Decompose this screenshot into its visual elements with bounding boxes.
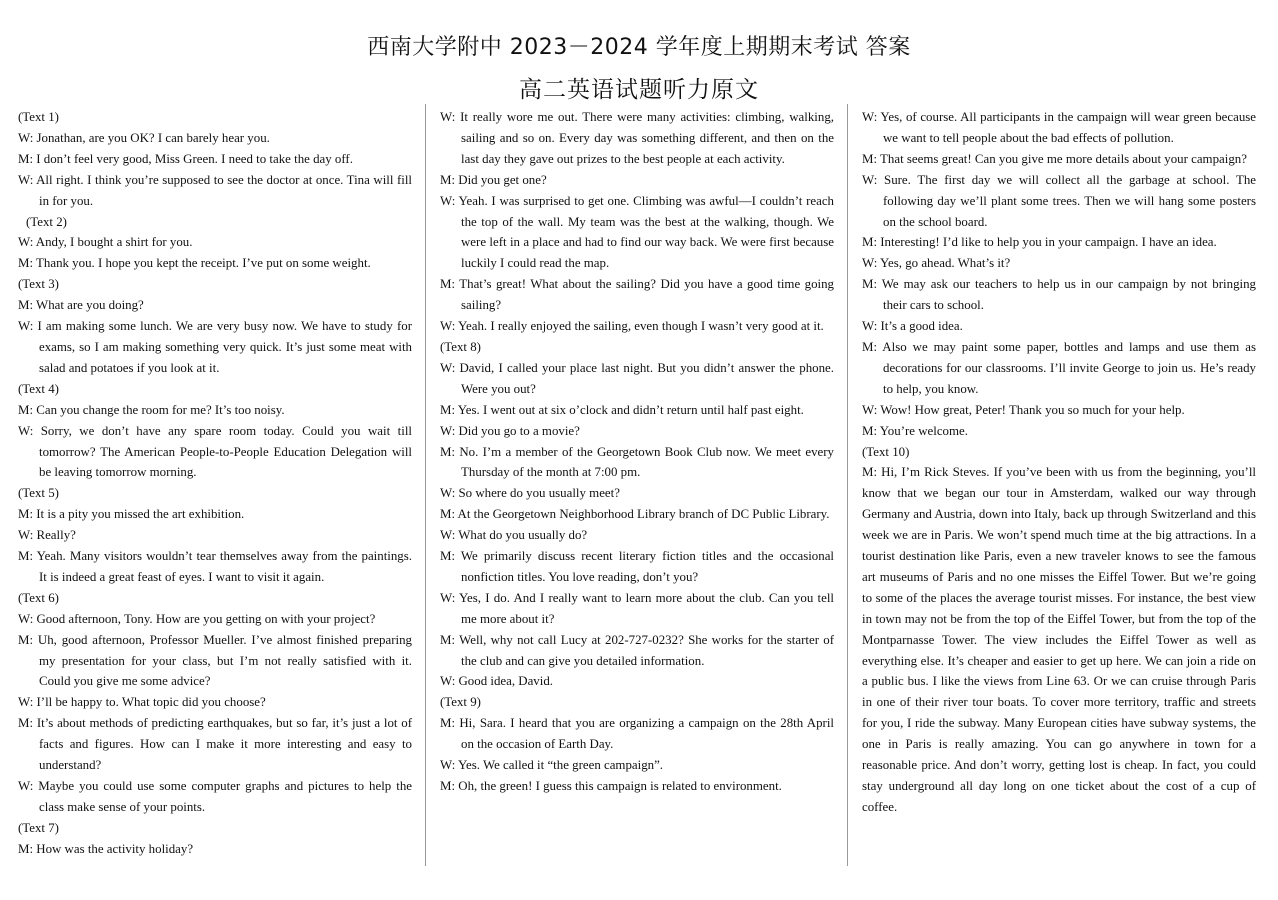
dialogue-line: W: It’s a good idea. xyxy=(862,319,963,334)
dialogue-line: M: That’s great! What about the sailing? Did you have a good time going sailing? xyxy=(440,277,834,313)
dialogue-line: W: Maybe you could use some computer graphs and pictures to help the class make sense of your points. xyxy=(18,779,412,814)
text-section-heading: (Text 9) xyxy=(440,695,481,710)
dialogue-line: W: Sure. The first day we will collect all the garbage at school. The following day we’ll plant some trees. Then we will hang some posters on the school board. xyxy=(862,172,1256,229)
dialogue-line: W: Yes, I do. And I really want to learn more about the club. Can you tell me more about it? xyxy=(440,590,834,626)
dialogue-line: W: So where do you usually meet? xyxy=(440,486,620,501)
text-section-heading: (Text 3) xyxy=(18,277,59,292)
column-divider xyxy=(847,104,848,866)
dialogue-line: M: Hi, Sara. I heard that you are organizing a campaign on the 28th April on the occasion of Earth Day. xyxy=(440,716,834,752)
dialogue-line: W: Sorry, we don’t have any spare room today. Could you wait till tomorrow? The American People-to-People Education Delegation will be leaving tomorrow morning. xyxy=(18,423,412,480)
dialogue-line: M: It is a pity you missed the art exhibition. xyxy=(18,507,245,522)
text-section-heading: (Text 8) xyxy=(440,339,481,354)
text-section-heading: (Text 2) xyxy=(26,214,67,229)
dialogue-line: M: Well, why not call Lucy at 202-727-0232? She works for the starter of the club and can give you detailed information. xyxy=(440,632,834,668)
dialogue-line: W: Jonathan, are you OK? I can barely hear you. xyxy=(18,130,270,145)
dialogue-line: M: Yeah. Many visitors wouldn’t tear themselves away from the paintings. It is indeed a great feast of eyes. I want to visit it again. xyxy=(18,549,412,584)
text-section-heading: (Text 6) xyxy=(18,590,59,605)
dialogue-line: M: It’s about methods of predicting earthquakes, but so far, it’s just a lot of facts and figures. How can I make it more interesting and easy to understand? xyxy=(18,716,412,773)
dialogue-line: M: Did you get one? xyxy=(440,172,547,187)
dialogue-line: W: What do you usually do? xyxy=(440,528,588,543)
dialogue-line: M: That seems great! Can you give me more details about your campaign? xyxy=(862,151,1247,166)
dialogue-line: M: Hi, I’m Rick Steves. If you’ve been with us from the beginning, you’ll know that we began our tour in Amsterdam, walked our way through Germany and Austria, down into Italy, back up through Switzerland and this week we are in Paris. We won’t spend much time at the big attractions. In a tourist destination like Paris, even a new traveler knows to see the famous art museums of Paris and no one misses the Eiffel Tower. But we’re going to some of the places the average tourist misses. For instance, the best view in town may not be from the top of the Eiffel Tower, but from the top of the Montparnasse Tower. The view includes the Eiffel Tower as well as everything else. It’s cheaper and easier to get up here. We can join a ride on a public bus. I like the views from Line 63. Or we can cruise through Paris in one of their river tour boats. To cover more territory, traffic and streets for you, I ride the subway. Many European cities have subway systems, the one in Paris is really amazing. You can go anywhere in town for a reasonable price. And don’t worry, getting lost is cheap. In fact, you could stay underground all day long on one ticket about the cost of a cup of coffee. xyxy=(862,465,1256,814)
text-section-heading: (Text 4) xyxy=(18,381,59,396)
dialogue-line: M: Also we may paint some paper, bottles and lamps and use them as decorations for our classrooms. I’ll invite George to join us. He’s ready to help, you know. xyxy=(862,339,1256,396)
text-section-heading: (Text 7) xyxy=(18,820,59,835)
text-section-heading: (Text 5) xyxy=(18,486,59,501)
dialogue-line: W: Yeah. I was surprised to get one. Climbing was awful—I couldn’t reach the top of the wall. My team was the best at the walking, though. We were left in a place and had to find our way back. We were first because luckily I could read the map. xyxy=(440,193,834,271)
dialogue-line: W: Really? xyxy=(18,528,76,543)
text-section-heading: (Text 10) xyxy=(862,444,910,459)
transcript-column-2 xyxy=(440,107,834,797)
dialogue-line: W: Good afternoon, Tony. How are you getting on with your project? xyxy=(18,611,376,626)
dialogue-line: W: It really wore me out. There were many activities: climbing, walking, sailing and so on. Every day was something different, and then on the last day they gave out prizes to the best people at each activity. xyxy=(440,110,834,166)
transcript-column-3 xyxy=(862,107,1256,818)
dialogue-line: W: All right. I think you’re supposed to see the doctor at once. Tina will fill in for you. xyxy=(18,172,412,208)
dialogue-line: W: I’ll be happy to. What topic did you choose? xyxy=(18,695,266,710)
column-divider xyxy=(425,104,426,866)
page-subtitle: 高二英语试题听力原文 xyxy=(519,77,759,103)
text-section-heading: (Text 1) xyxy=(18,110,59,124)
dialogue-line: W: I am making some lunch. We are very busy now. We have to study for exams, so I am making something very quick. It’s just some meat with salad and potatoes if you look at it. xyxy=(18,319,412,375)
dialogue-line: W: Did you go to a movie? xyxy=(440,423,580,438)
dialogue-line: W: Good idea, David. xyxy=(440,674,554,689)
dialogue-line: M: Interesting! I’d like to help you in your campaign. I have an idea. xyxy=(862,235,1217,250)
dialogue-line: M: We primarily discuss recent literary fiction titles and the occasional nonfiction titles. You love reading, don’t you? xyxy=(440,549,834,584)
dialogue-line: W: Wow! How great, Peter! Thank you so much for your help. xyxy=(862,402,1185,417)
dialogue-line: M: Oh, the green! I guess this campaign is related to environment. xyxy=(440,779,782,793)
page-title: 西南大学附中 2023－2024 学年度上期期末考试 答案 xyxy=(367,35,911,60)
dialogue-line: M: I don’t feel very good, Miss Green. I need to take the day off. xyxy=(18,151,353,166)
dialogue-line: W: Yes. We called it “the green campaign”. xyxy=(440,758,664,773)
dialogue-line: M: Can you change the room for me? It’s too noisy. xyxy=(18,402,285,417)
dialogue-line: W: Yeah. I really enjoyed the sailing, even though I wasn’t very good at it. xyxy=(440,319,824,334)
dialogue-line: M: Thank you. I hope you kept the receipt. I’ve put on some weight. xyxy=(18,256,371,271)
dialogue-line: M: Uh, good afternoon, Professor Mueller. I’ve almost finished preparing my presentation for your class, but I’m not really satisfied with it. Could you give me some advice? xyxy=(18,632,412,689)
dialogue-line: M: Yes. I went out at six o’clock and didn’t return until half past eight. xyxy=(440,402,804,417)
dialogue-line: W: Yes, of course. All participants in the campaign will wear green because we want to tell people about the bad effects of pollution. xyxy=(862,110,1256,145)
dialogue-line: M: How was the activity holiday? xyxy=(18,841,194,856)
dialogue-line: M: What are you doing? xyxy=(18,298,144,313)
dialogue-line: W: Yes, go ahead. What’s it? xyxy=(862,256,1011,271)
dialogue-line: W: Andy, I bought a shirt for you. xyxy=(18,235,193,250)
dialogue-line: M: No. I’m a member of the Georgetown Book Club now. We meet every Thursday of the month at 7:00 pm. xyxy=(440,444,834,480)
dialogue-line: M: At the Georgetown Neighborhood Library branch of DC Public Library. xyxy=(440,507,830,522)
dialogue-line: M: You’re welcome. xyxy=(862,423,968,438)
dialogue-line: M: We may ask our teachers to help us in our campaign by not bringing their cars to school. xyxy=(862,277,1256,313)
dialogue-line: W: David, I called your place last night. But you didn’t answer the phone. Were you out? xyxy=(440,360,834,396)
transcript-column-1 xyxy=(18,107,412,860)
